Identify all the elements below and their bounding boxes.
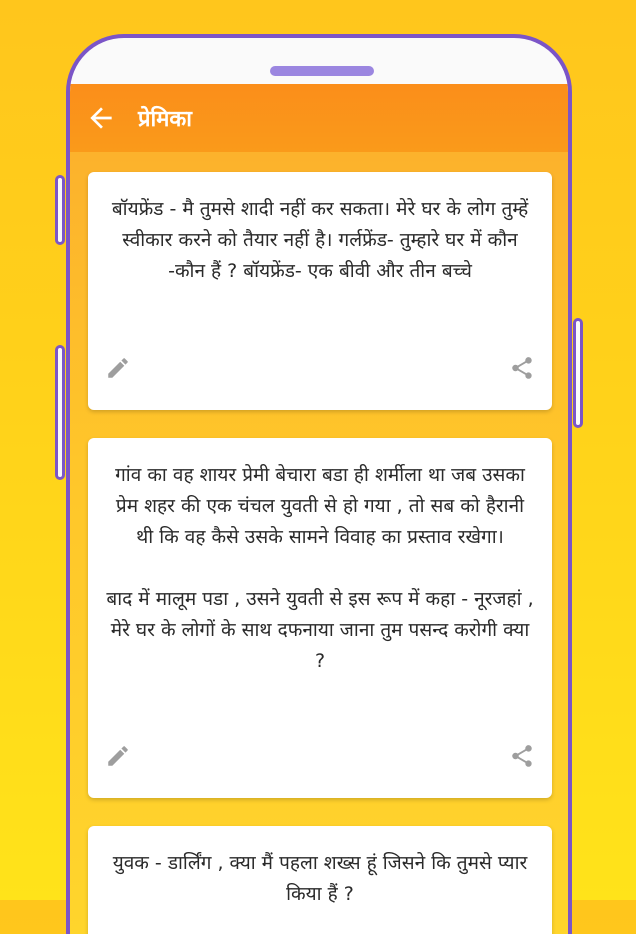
phone-side-button-left-2: [55, 345, 65, 480]
share-icon: [509, 743, 535, 769]
edit-button[interactable]: [102, 352, 134, 384]
phone-side-button-left: [55, 175, 65, 245]
phone-side-button-right: [573, 318, 583, 428]
share-button[interactable]: [506, 740, 538, 772]
joke-text: गांव का वह शायर प्रेमी बेचारा बडा ही शर्मीला था जब उसका प्रेम शहर की एक चंचल युवती से हो गया , तो सब को हैरानी थी कि वह कैसे उसके सामने विवाह का प्रस्ताव रखेगा। बाद में मालूम पडा , उसने युवती से इस रूप में कहा - नूरजहां , मेरे घर के लोगों के साथ दफनाया जाना तुम पसन्द करोगी क्या ?: [106, 464, 534, 672]
edit-button[interactable]: [102, 740, 134, 772]
pencil-icon: [105, 355, 131, 381]
joke-text: युवक - डार्लिंग , क्या मैं पहला शख्स हूं जिसने कि तुमसे प्यार किया हैं ?: [112, 852, 534, 905]
back-button[interactable]: [82, 99, 120, 137]
share-icon: [509, 355, 535, 381]
arrow-back-icon: [85, 102, 117, 134]
share-button[interactable]: [506, 352, 538, 384]
phone-speaker: [270, 66, 374, 76]
joke-card: [88, 172, 552, 410]
joke-card: [88, 438, 552, 798]
joke-list[interactable]: [70, 152, 568, 934]
page-title: प्रेमिका: [138, 107, 192, 132]
joke-card: [88, 826, 552, 934]
joke-text: बॉयफ्रेंड - मै तुमसे शादी नहीं कर सकता। मेरे घर के लोग तुम्हें स्वीकार करने को तैयार नहीं है। गर्लफ्रेंड- तुम्हारे घर में कौन -कौन हैं ? बॉयफ्रेंड- एक बीवी और तीन बच्चे: [111, 198, 535, 282]
pencil-icon: [105, 743, 131, 769]
app-bar: [70, 84, 568, 152]
phone-frame: [66, 34, 572, 934]
